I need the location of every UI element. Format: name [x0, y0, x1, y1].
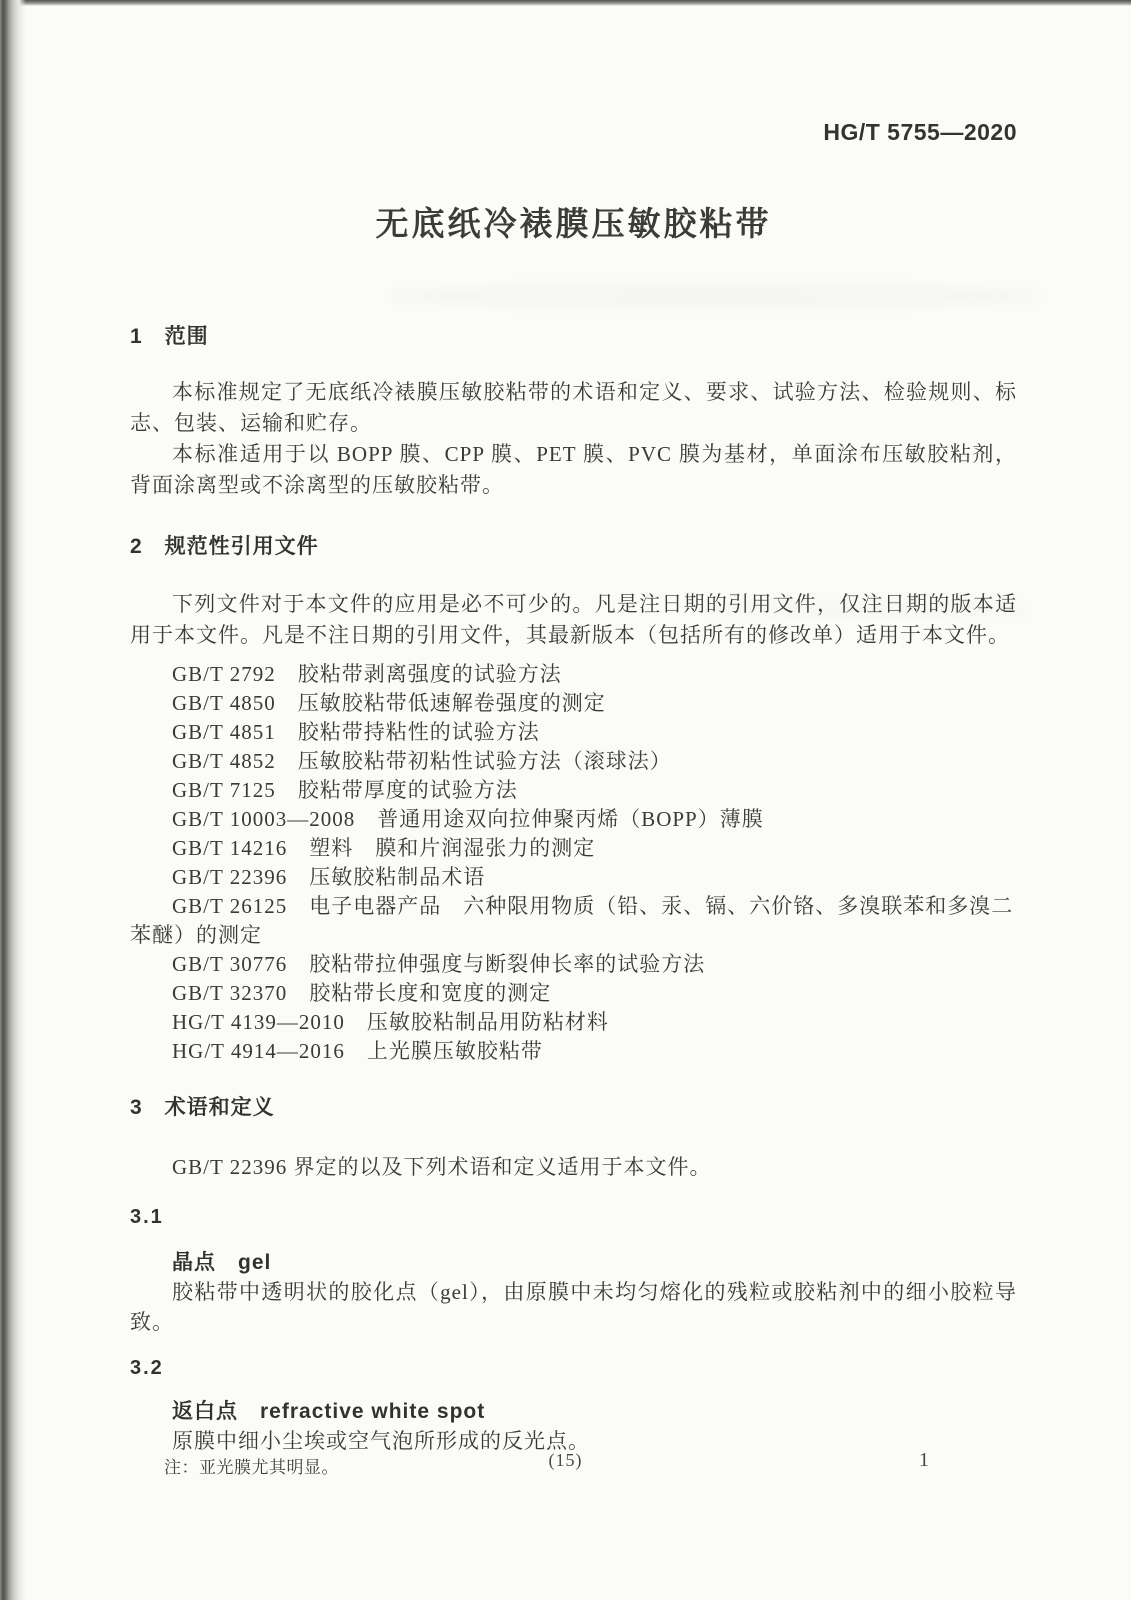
reference-item: HG/T 4139—2010 压敏胶粘制品用防粘材料	[172, 1010, 609, 1034]
term-id: 3.2	[130, 1357, 164, 1379]
reference-item: HG/T 4914—2016 上光膜压敏胶粘带	[172, 1039, 543, 1063]
term-name: 晶点 gel	[172, 1251, 272, 1274]
document-title: 无底纸冷裱膜压敏胶粘带	[375, 205, 772, 242]
footer-sheet-number: (15)	[548, 1450, 583, 1470]
standard-number: HG/T 5755—2020	[823, 119, 1017, 145]
terms-intro	[130, 1152, 1017, 1183]
scope-paragraph: 本标准适用于以 BOPP 膜、CPP 膜、PET 膜、PVC 膜为基材，单面涂布压敏胶粘剂，背面涂离型或不涂离型的压敏胶粘带。	[130, 442, 1017, 497]
term-note: 注：亚光膜尤其明显。	[164, 1458, 339, 1477]
reference-item: GB/T 4851 胶粘带持粘性的试验方法	[172, 720, 540, 744]
references-intro-paragraph: 下列文件对于本文件的应用是必不可少的。凡是注日期的引用文件，仅注日期的版本适用于本文件。凡是不注日期的引用文件，其最新版本（包括所有的修改单）适用于本文件。	[130, 592, 1017, 647]
term-definition: 胶粘带中透明状的胶化点（gel），由原膜中未均匀熔化的残粒或胶粘剂中的细小胶粒导致。	[130, 1280, 1017, 1334]
references-intro	[130, 589, 1017, 651]
reference-item: GB/T 4850 压敏胶粘带低速解卷强度的测定	[172, 691, 606, 715]
reference-item: GB/T 2792 胶粘带剥离强度的试验方法	[172, 662, 562, 686]
reference-item: GB/T 22396 压敏胶粘制品术语	[172, 865, 486, 889]
section-heading-terms-definitions: 3 术语和定义	[130, 1096, 275, 1119]
terms-intro-paragraph: GB/T 22396 界定的以及下列术语和定义适用于本文件。	[172, 1155, 712, 1179]
reference-item: GB/T 14216 塑料 膜和片润湿张力的测定	[172, 836, 596, 860]
reference-item: GB/T 7125 胶粘带厚度的试验方法	[172, 778, 518, 802]
footer-page-number: 1	[919, 1449, 929, 1471]
term-name: 返白点 refractive white spot	[172, 1400, 486, 1423]
reference-list	[130, 660, 1017, 1066]
term-id: 3.1	[130, 1206, 164, 1228]
reference-item: GB/T 32370 胶粘带长度和宽度的测定	[172, 981, 552, 1005]
reference-item: GB/T 30776 胶粘带拉伸强度与断裂伸长率的试验方法	[172, 952, 706, 976]
scope-paragraph: 本标准规定了无底纸冷裱膜压敏胶粘带的术语和定义、要求、试验方法、检验规则、标志、包装、运输和贮存。	[130, 380, 1017, 435]
reference-item: GB/T 10003—2008 普通用途双向拉伸聚丙烯（BOPP）薄膜	[172, 807, 764, 831]
scope-paragraphs	[130, 377, 1017, 501]
section-heading-scope: 1 范围	[130, 325, 209, 348]
reference-item: GB/T 4852 压敏胶粘带初粘性试验方法（滚球法）	[172, 749, 672, 773]
section-heading-normative-references: 2 规范性引用文件	[130, 535, 319, 558]
reference-item: GB/T 26125 电子电器产品 六种限用物质（铅、汞、镉、六价铬、多溴联苯和多溴二苯醚）的测定	[130, 894, 1014, 947]
term-definition: 原膜中细小尘埃或空气泡所形成的反光点。	[172, 1429, 590, 1453]
